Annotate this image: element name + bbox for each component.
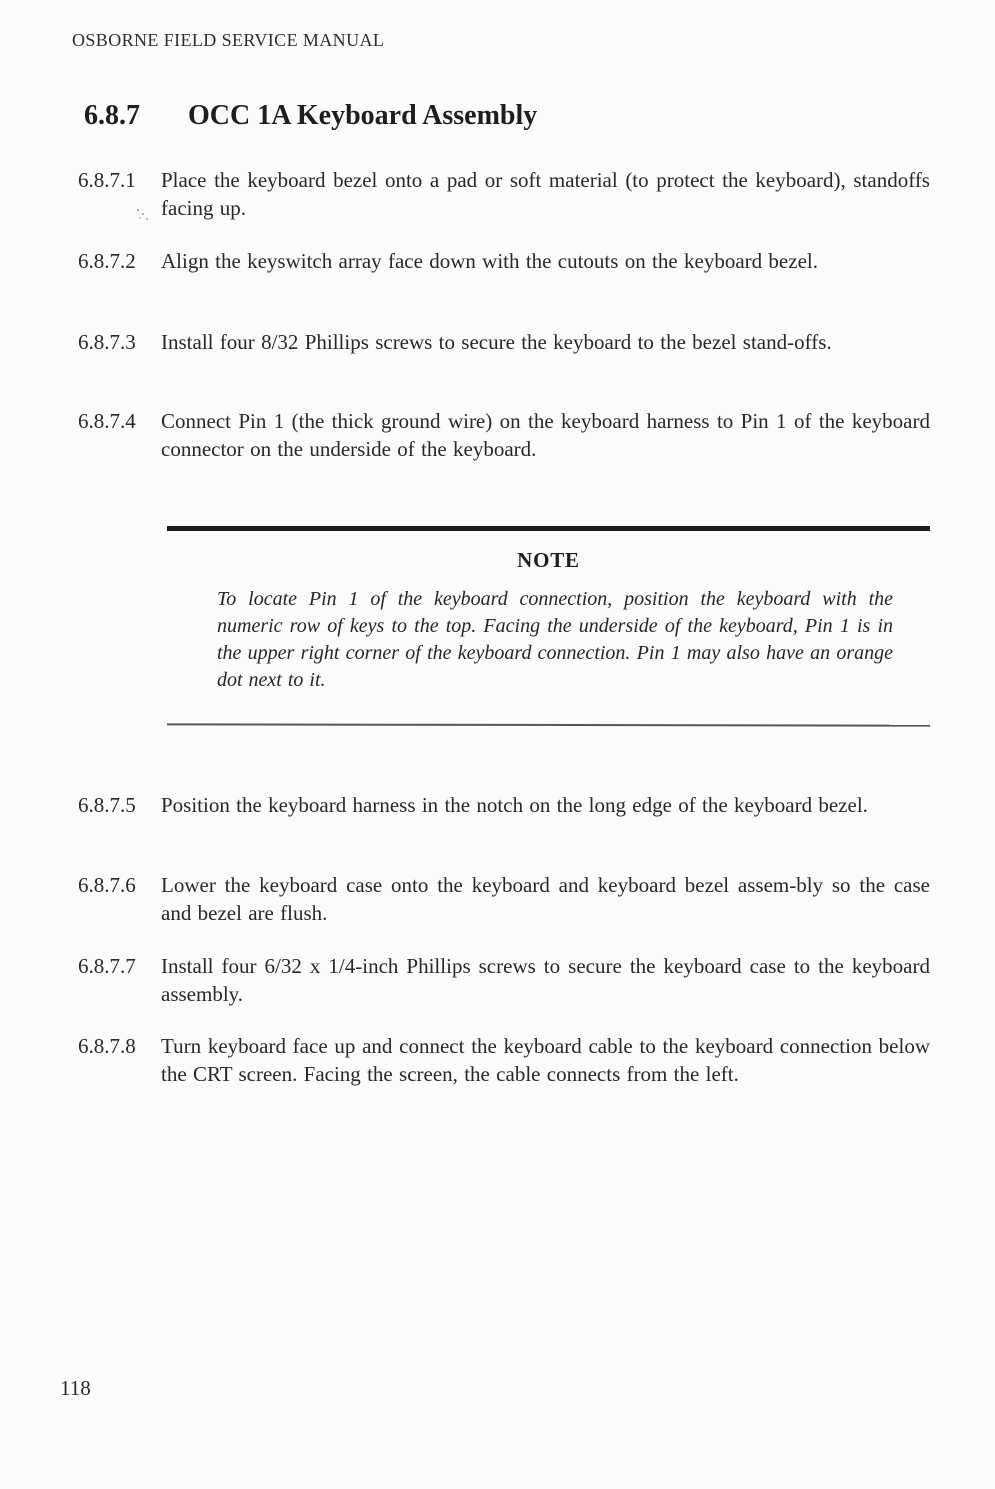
note-bottom-rule <box>167 723 930 726</box>
note-text: To locate Pin 1 of the keyboard connection, position the keyboard with the numeric row of keys to the top. Facing the underside of the keyboard, Pin 1 is in the upper right corner of the keyboard connection. Pin 1 may also have an orange dot next to it. <box>217 588 893 691</box>
step-item <box>78 1032 930 1088</box>
note-top-rule <box>167 526 930 531</box>
scan-speck <box>137 209 139 211</box>
step-number: 6.8.7.2 <box>78 249 136 273</box>
step-number: 6.8.7.6 <box>78 873 136 897</box>
step-text: Turn keyboard face up and connect the keyboard cable to the keyboard connection below the CRT screen. Facing the screen, the cable connects from the left. <box>161 1034 930 1086</box>
step-text: Align the keyswitch array face down with the cutouts on the keyboard bezel. <box>161 249 818 273</box>
step-text: Place the keyboard bezel onto a pad or soft material (to protect the keyboard), standoffs facing up. <box>161 168 930 220</box>
step-number: 6.8.7.1 <box>78 168 136 192</box>
step-item <box>78 791 930 819</box>
step-number: 6.8.7.5 <box>78 793 136 817</box>
page-number: 118 <box>60 1376 91 1400</box>
step-item <box>78 328 930 356</box>
section-heading <box>84 100 537 132</box>
step-text: Connect Pin 1 (the thick ground wire) on the keyboard harness to Pin 1 of the keyboard connector on the underside of the keyboard. <box>161 409 930 461</box>
step-item <box>78 952 930 1008</box>
step-item <box>78 407 930 463</box>
note-label: NOTE <box>517 548 580 572</box>
step-text: Install four 6/32 x 1/4-inch Phillips screws to secure the keyboard case to the keyboard assembly. <box>161 954 930 1006</box>
step-number: 6.8.7.8 <box>78 1034 136 1058</box>
step-item <box>78 247 930 275</box>
step-text: Install four 8/32 Phillips screws to secure the keyboard to the bezel stand-offs. <box>161 330 832 354</box>
running-header: OSBORNE FIELD SERVICE MANUAL <box>72 30 385 50</box>
step-item <box>78 871 930 927</box>
step-number: 6.8.7.3 <box>78 330 136 354</box>
step-item <box>78 166 930 222</box>
step-text: Lower the keyboard case onto the keyboard and keyboard bezel assem-bly so the case and bezel are flush. <box>161 873 930 925</box>
step-number: 6.8.7.4 <box>78 409 136 433</box>
section-title: OCC 1A Keyboard Assembly <box>188 100 538 131</box>
step-text: Position the keyboard harness in the notch on the long edge of the keyboard bezel. <box>161 793 868 817</box>
step-number: 6.8.7.7 <box>78 954 136 978</box>
section-number: 6.8.7 <box>84 100 140 131</box>
